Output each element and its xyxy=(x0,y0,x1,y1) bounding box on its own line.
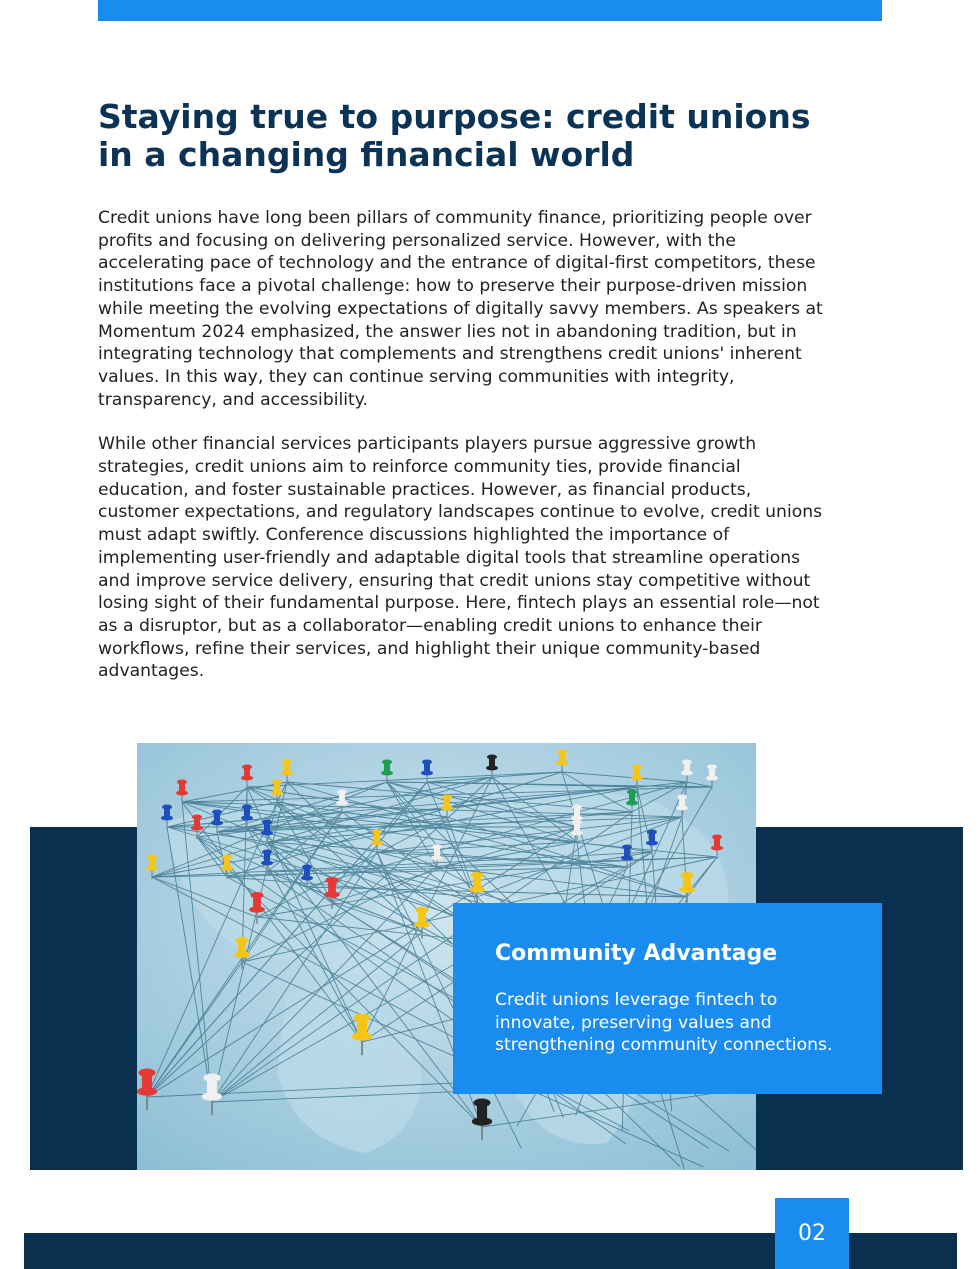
paragraph-1: Credit unions have long been pillars of community finance, prioritizing people over profits and focusing on delivering personalized service. However, with the accelerating pace of technology and the entrance of digital-first competitors, these institutions face a pivotal challenge: how to preserve their purpose-driven mission while meeting the evolving expectations of digitally savvy members. As speakers at Momentum 2024 emphasized, the answer lies not in abandoning tradition, but in integrating technology that complements and strengthens credit unions' inherent values. In this way, they can continue serving communities with integrity, transparency, and accessibility. xyxy=(98,208,823,410)
paragraph-2: While other financial services participants players pursue aggressive growth strategies, credit unions aim to reinforce community ties, provide financial education, and foster sustainable practices. However, as financial products, customer expectations, and regulatory landscapes continue to evolve, credit unions must adapt swiftly. Conference discussions highlighted the importance of implementing user-friendly and adaptable digital tools that streamline operations and improve service delivery, ensuring that credit unions stay competitive without losing sight of their fundamental purpose. Here, fintech plays an essential role—not as a disruptor, but as a collaborator—enabling credit unions to enhance their workflows, refine their services, and highlight their unique community-based advantages. xyxy=(98,434,823,682)
page-title: Staying true to purpose: credit unions in a changing financial world xyxy=(98,97,811,174)
article-body xyxy=(98,207,828,705)
callout-title: Community Advantage xyxy=(495,941,778,966)
top-accent-bar xyxy=(98,0,882,21)
callout-text: Credit unions leverage fintech to innovate, preserving values and strengthening community connections. xyxy=(495,990,833,1056)
community-advantage-callout xyxy=(453,903,882,1094)
page-number: 02 xyxy=(775,1198,849,1269)
